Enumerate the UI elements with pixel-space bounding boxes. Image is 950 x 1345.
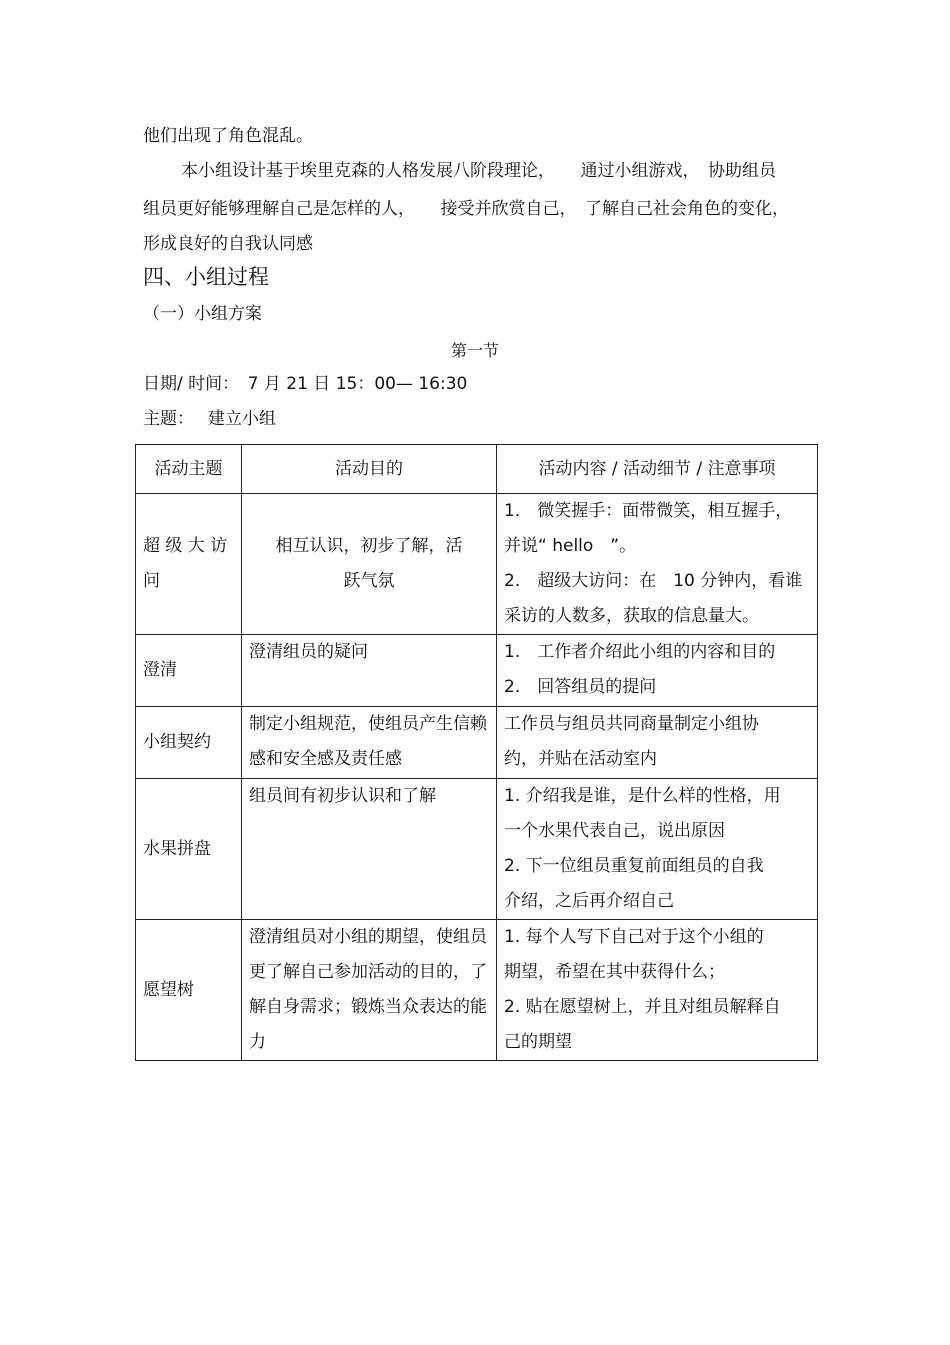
session-title: 第一节 xyxy=(450,341,499,360)
content-line: 1. 介绍我是谁，是什么样的性格，用 xyxy=(504,786,781,806)
row-content xyxy=(497,494,818,635)
section-heading: 四、小组过程 xyxy=(143,265,269,289)
content-line: 2. 下一位组员重复前面组员的自我 xyxy=(504,856,764,876)
content-line: 采访的人数多，获取的信息量大。 xyxy=(504,606,759,626)
row-content xyxy=(497,635,818,707)
row-goal: 澄清组员的疑问 xyxy=(242,635,497,707)
row-content xyxy=(497,920,818,1061)
row-goal: 组员间有初步认识和了解 xyxy=(242,779,497,920)
table-row xyxy=(136,920,818,1061)
header-topic: 活动主题 xyxy=(136,445,242,494)
content-line: 1. 每个人写下自己对于这个小组的 xyxy=(504,927,764,947)
table-row xyxy=(136,707,818,779)
body-line-3: 组员更好能够理解自己是怎样的人， 接受并欣赏自己， 了解自己社会角色的变化， xyxy=(143,199,789,219)
table-row xyxy=(136,635,818,707)
body-line-2: 本小组设计基于埃里克森的人格发展八阶段理论， 通过小组游戏， 协助组员 xyxy=(181,161,776,181)
row-topic: 超 级 大 访 问 xyxy=(136,494,242,635)
content-line: 工作员与组员共同商量制定小组协 xyxy=(504,714,759,734)
content-line: 己的期望 xyxy=(504,1032,572,1052)
header-goal: 活动目的 xyxy=(242,445,497,494)
content-line: 2. 超级大访问：在 10 分钟内，看谁 xyxy=(504,571,803,591)
row-goal: 澄清组员对小组的期望，使组员更了解自己参加活动的目的，了解自身需求；锻炼当众表达的能力 xyxy=(242,920,497,1061)
table-row xyxy=(136,494,818,635)
content-line: 期望，希望在其中获得什么； xyxy=(504,962,725,982)
table-row xyxy=(136,779,818,920)
session-theme: 主题： 建立小组 xyxy=(143,409,276,429)
body-line-4: 形成良好的自我认同感 xyxy=(143,234,313,254)
row-topic: 愿望树 xyxy=(136,920,242,1061)
content-line: 1. 微笑握手：面带微笑，相互握手， xyxy=(504,501,793,521)
activity-plan-table xyxy=(135,444,818,1061)
content-line: 1. 工作者介绍此小组的内容和目的 xyxy=(504,642,776,662)
row-content xyxy=(497,779,818,920)
session-datetime: 日期/ 时间： 7 月 21 日 15：00— 16:30 xyxy=(143,374,468,394)
content-line: 2. 回答组员的提问 xyxy=(504,677,657,697)
content-line: 约，并贴在活动室内 xyxy=(504,749,657,769)
subsection-heading: （一）小组方案 xyxy=(143,304,262,324)
row-goal: 相互认识，初步了解，活跃气氛 xyxy=(242,494,497,635)
body-line-1: 他们出现了角色混乱。 xyxy=(143,126,313,146)
content-line: 并说“ hello ”。 xyxy=(504,536,637,556)
row-goal: 制定小组规范，使组员产生信赖感和安全感及责任感 xyxy=(242,707,497,779)
content-line: 2. 贴在愿望树上，并且对组员解释自 xyxy=(504,997,781,1017)
row-topic: 水果拼盘 xyxy=(136,779,242,920)
header-content: 活动内容 / 活动细节 / 注意事项 xyxy=(497,445,818,494)
table-header-row xyxy=(136,445,818,494)
row-topic: 澄清 xyxy=(136,635,242,707)
content-line: 介绍，之后再介绍自己 xyxy=(504,891,674,911)
row-content xyxy=(497,707,818,779)
content-line: 一个水果代表自己，说出原因 xyxy=(504,821,725,841)
row-topic: 小组契约 xyxy=(136,707,242,779)
